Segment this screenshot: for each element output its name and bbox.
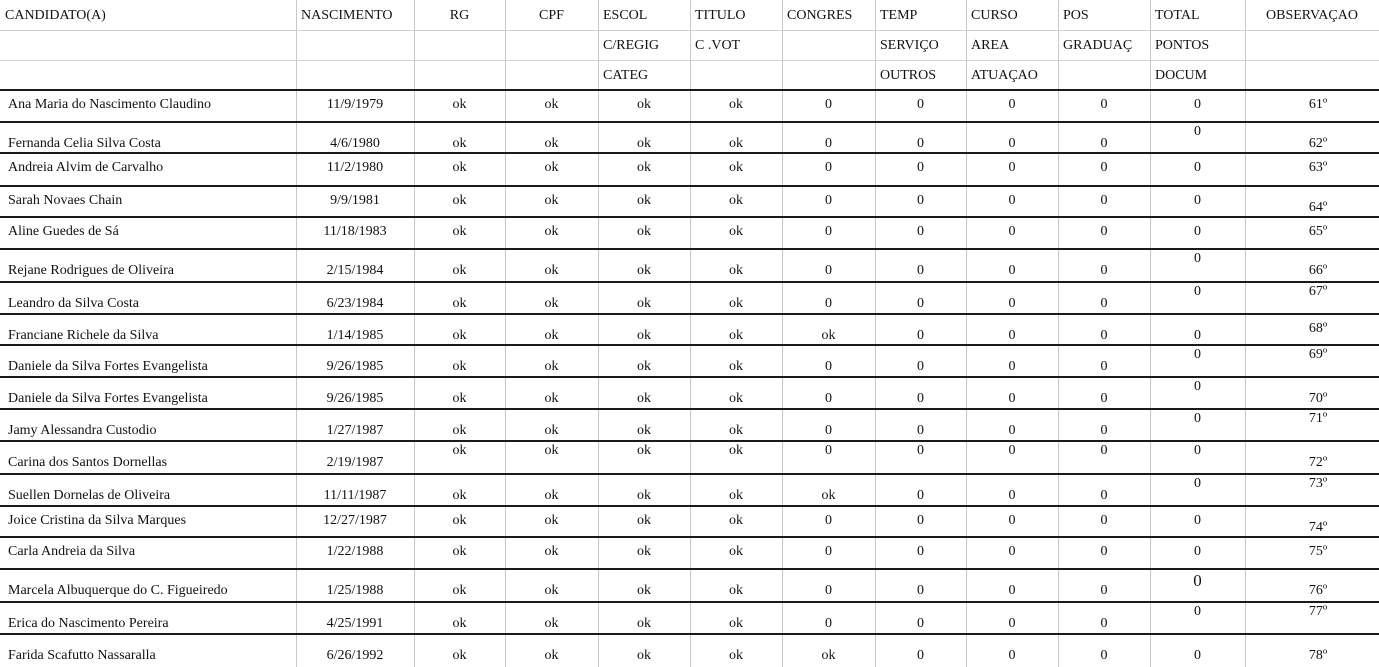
cell-titulo[interactable]: ok [729, 225, 743, 239]
cell-curso[interactable]: 0 [1008, 584, 1016, 598]
cell-curso[interactable]: 0 [1008, 545, 1016, 559]
header-row-divider [0, 30, 1379, 31]
cell-titulo[interactable]: ok [729, 297, 743, 311]
cell-temp[interactable]: 0 [917, 649, 924, 663]
header-candidato-line-1: CANDIDATO(A) [5, 9, 106, 23]
cell-pos[interactable]: 0 [1100, 424, 1108, 438]
candidate-name-cell[interactable]: Franciane Richele da Silva [8, 329, 159, 343]
cell-rg[interactable]: ok [452, 392, 467, 406]
header-curso-line-2: ÁREA [971, 39, 1010, 53]
cell-curso[interactable]: 0 [1008, 489, 1016, 503]
cell-curso[interactable]: 0 [1008, 617, 1016, 631]
cell-cpf[interactable]: ok [544, 392, 559, 406]
cell-total[interactable]: 0 [1194, 285, 1201, 299]
cell-titulo[interactable]: ok [729, 545, 743, 559]
row-divider [0, 601, 1379, 603]
cell-pos[interactable]: 0 [1100, 392, 1108, 406]
cell-escol[interactable]: ok [637, 98, 651, 112]
cell-cpf[interactable]: ok [544, 584, 559, 598]
cell-congres[interactable]: ok [821, 649, 836, 663]
cell-rg[interactable]: ok [452, 225, 467, 239]
cell-birth[interactable]: 11/9/1979 [326, 98, 384, 112]
cell-titulo[interactable]: ok [729, 424, 743, 438]
cell-cpf[interactable]: ok [544, 360, 559, 374]
cell-cpf[interactable]: ok [544, 264, 559, 278]
cell-escol[interactable]: ok [637, 584, 651, 598]
header-rg-line-1: RG [449, 9, 470, 23]
cell-pos[interactable]: 0 [1100, 617, 1108, 631]
row-divider [0, 89, 1379, 91]
candidate-name-cell[interactable]: Erica do Nascimento Pereira [8, 617, 169, 631]
cell-pos[interactable]: 0 [1100, 194, 1108, 208]
cell-birth[interactable]: 11/2/1980 [326, 161, 384, 175]
cell-obs[interactable]: 77º [1308, 605, 1328, 619]
cell-congres[interactable]: ok [821, 329, 836, 343]
cell-escol[interactable]: ok [637, 297, 651, 311]
candidate-name-cell[interactable]: Marcela Albuquerque do C. Figueiredo [8, 584, 228, 598]
cell-total[interactable]: 0 [1194, 605, 1201, 619]
cell-temp[interactable]: 0 [917, 545, 924, 559]
cell-obs[interactable]: 68º [1308, 322, 1328, 336]
cell-total[interactable]: 0 [1194, 380, 1201, 394]
cell-escol[interactable]: ok [637, 194, 651, 208]
header-nascimento-line-1: NASCIMENTO [301, 9, 393, 23]
cell-total[interactable]: 0 [1194, 477, 1201, 491]
cell-curso[interactable]: 0 [1008, 297, 1016, 311]
cell-obs[interactable]: 73º [1308, 477, 1328, 491]
cell-obs[interactable]: 67º [1308, 285, 1328, 299]
cell-total[interactable]: 0 [1193, 574, 1202, 588]
cell-birth[interactable]: 1/22/1988 [326, 545, 384, 559]
cell-temp[interactable]: 0 [917, 264, 924, 278]
cell-temp[interactable]: 0 [917, 360, 924, 374]
candidate-name-cell[interactable]: Rejane Rodrigues de Oliveira [8, 264, 175, 278]
candidate-name-cell[interactable]: Andreia Alvim de Carvalho [8, 161, 164, 175]
header-temp-line-1: TEMP [880, 9, 918, 23]
cell-curso[interactable]: 0 [1008, 424, 1016, 438]
cell-total[interactable]: 0 [1194, 444, 1201, 458]
cell-birth[interactable]: 1/27/1987 [326, 424, 384, 438]
cell-curso[interactable]: 0 [1008, 161, 1016, 175]
cell-rg[interactable]: ok [452, 297, 467, 311]
cell-pos[interactable]: 0 [1100, 514, 1108, 528]
cell-curso[interactable]: 0 [1008, 649, 1016, 663]
cell-rg[interactable]: ok [452, 137, 467, 151]
cell-curso[interactable]: 0 [1008, 444, 1016, 458]
cell-obs[interactable]: 63º [1308, 161, 1328, 175]
cell-total[interactable]: 0 [1194, 252, 1201, 266]
cell-cpf[interactable]: ok [544, 444, 559, 458]
cell-escol[interactable]: ok [637, 617, 651, 631]
cell-escol[interactable]: ok [637, 514, 651, 528]
cell-cpf[interactable]: ok [544, 98, 559, 112]
header-temp-line-3: OUTROS [880, 69, 937, 83]
cell-birth[interactable]: 9/9/1981 [330, 194, 380, 208]
cell-escol[interactable]: ok [637, 444, 651, 458]
cell-temp[interactable]: 0 [917, 617, 924, 631]
header-total-line-2: PONTOS [1155, 39, 1210, 53]
cell-cpf[interactable]: ok [544, 545, 559, 559]
cell-congres[interactable]: 0 [825, 444, 832, 458]
cell-curso[interactable]: 0 [1008, 264, 1016, 278]
cell-temp[interactable]: 0 [917, 489, 924, 503]
cell-rg[interactable]: ok [452, 161, 467, 175]
cell-pos[interactable]: 0 [1100, 137, 1108, 151]
row-divider [0, 281, 1379, 283]
cell-titulo[interactable]: ok [729, 489, 743, 503]
cell-escol[interactable]: ok [637, 264, 651, 278]
cell-birth[interactable]: 4/25/1991 [326, 617, 384, 631]
cell-cpf[interactable]: ok [544, 489, 559, 503]
cell-pos[interactable]: 0 [1100, 264, 1108, 278]
row-divider [0, 408, 1379, 410]
cell-pos[interactable]: 0 [1100, 489, 1108, 503]
cell-curso[interactable]: 0 [1008, 392, 1016, 406]
header-cpf-line-1: CPF [539, 9, 564, 23]
candidate-name-cell[interactable]: Aline Guedes de Sá [8, 225, 119, 239]
cell-pos[interactable]: 0 [1100, 329, 1108, 343]
cell-rg[interactable]: ok [452, 584, 467, 598]
cell-escol[interactable]: ok [637, 161, 651, 175]
cell-rg[interactable]: ok [452, 649, 467, 663]
row-divider [0, 313, 1379, 315]
cell-rg[interactable]: ok [452, 329, 467, 343]
cell-congres[interactable]: 0 [825, 194, 832, 208]
cell-titulo[interactable]: ok [729, 514, 743, 528]
header-pos-line-1: PÓS [1063, 9, 1089, 23]
cell-congres[interactable]: 0 [825, 360, 832, 374]
cell-pos[interactable]: 0 [1100, 444, 1108, 458]
cell-congres[interactable]: 0 [825, 225, 832, 239]
header-escol-line-3: CATEG [603, 69, 649, 83]
cell-escol[interactable]: ok [637, 545, 651, 559]
cell-cpf[interactable]: ok [544, 649, 559, 663]
row-divider [0, 216, 1379, 218]
cell-temp[interactable]: 0 [917, 584, 924, 598]
row-divider [0, 568, 1379, 570]
cell-birth[interactable]: 6/26/1992 [326, 649, 384, 663]
cell-cpf[interactable]: ok [544, 329, 559, 343]
cell-total[interactable]: 0 [1194, 649, 1201, 663]
row-divider [0, 344, 1379, 346]
cell-birth[interactable]: 1/25/1988 [326, 584, 384, 598]
candidate-name-cell[interactable]: Leandro da Silva Costa [8, 297, 140, 311]
cell-total[interactable]: 0 [1194, 514, 1201, 528]
cell-titulo[interactable]: ok [729, 649, 743, 663]
cell-total[interactable]: 0 [1194, 161, 1201, 175]
cell-escol[interactable]: ok [637, 392, 651, 406]
cell-congres[interactable]: 0 [825, 514, 832, 528]
cell-rg[interactable]: ok [452, 545, 467, 559]
candidate-name-cell[interactable]: Sarah Novaes Chain [8, 194, 123, 208]
cell-birth[interactable]: 2/15/1984 [326, 264, 384, 278]
cell-temp[interactable]: 0 [917, 194, 924, 208]
cell-temp[interactable]: 0 [917, 161, 924, 175]
cell-pos[interactable]: 0 [1100, 649, 1108, 663]
cell-obs[interactable]: 72º [1308, 456, 1328, 470]
cell-obs[interactable]: 62º [1308, 137, 1328, 151]
candidate-name-cell[interactable]: Joice Cristina da Silva Marques [8, 514, 187, 528]
cell-titulo[interactable]: ok [729, 617, 743, 631]
header-temp-line-2: SERVIÇO [880, 39, 939, 53]
cell-escol[interactable]: ok [637, 329, 651, 343]
row-divider [0, 505, 1379, 507]
cell-cpf[interactable]: ok [544, 194, 559, 208]
header-obs-line-1: OBSERVAÇÃO [1266, 9, 1358, 23]
cell-birth[interactable]: 9/26/1985 [326, 360, 384, 374]
header-escol-line-1: ESCOL [603, 9, 648, 23]
cell-titulo[interactable]: ok [729, 329, 743, 343]
header-titulo-line-1: TITULO [695, 9, 746, 23]
cell-curso[interactable]: 0 [1008, 98, 1016, 112]
cell-cpf[interactable]: ok [544, 617, 559, 631]
candidate-name-cell[interactable]: Ana Maria do Nascimento Claudino [8, 98, 211, 112]
row-divider [0, 248, 1379, 250]
cell-total[interactable]: 0 [1194, 98, 1201, 112]
cell-temp[interactable]: 0 [917, 424, 924, 438]
cell-pos[interactable]: 0 [1100, 360, 1108, 374]
cell-pos[interactable]: 0 [1100, 98, 1108, 112]
cell-escol[interactable]: ok [637, 424, 651, 438]
candidate-name-cell[interactable]: Fernanda Celia Silva Costa [8, 137, 161, 151]
cell-congres[interactable]: 0 [825, 545, 832, 559]
cell-total[interactable]: 0 [1194, 348, 1201, 362]
cell-titulo[interactable]: ok [729, 584, 743, 598]
cell-total[interactable]: 0 [1194, 194, 1201, 208]
cell-birth[interactable]: 11/11/1987 [323, 489, 387, 503]
cell-titulo[interactable]: ok [729, 392, 743, 406]
cell-congres[interactable]: 0 [825, 98, 832, 112]
cell-congres[interactable]: 0 [825, 137, 832, 151]
cell-congres[interactable]: 0 [825, 424, 832, 438]
cell-cpf[interactable]: ok [544, 424, 559, 438]
header-congres-line-1: CONGRES [787, 9, 853, 23]
cell-escol[interactable]: ok [637, 649, 651, 663]
row-divider [0, 152, 1379, 154]
cell-escol[interactable]: ok [637, 137, 651, 151]
cell-obs[interactable]: 71º [1308, 412, 1328, 426]
cell-curso[interactable]: 0 [1008, 360, 1016, 374]
cell-cpf[interactable]: ok [544, 225, 559, 239]
cell-birth[interactable]: 12/27/1987 [323, 514, 387, 528]
header-pos-line-2: GRADUAÇ [1063, 39, 1133, 53]
cell-congres[interactable]: 0 [825, 584, 832, 598]
cell-temp[interactable]: 0 [917, 392, 924, 406]
cell-curso[interactable]: 0 [1008, 514, 1016, 528]
cell-birth[interactable]: 11/18/1983 [323, 225, 387, 239]
cell-curso[interactable]: 0 [1008, 225, 1016, 239]
cell-total[interactable]: 0 [1194, 125, 1201, 139]
cell-pos[interactable]: 0 [1100, 584, 1108, 598]
cell-birth[interactable]: 1/14/1985 [326, 329, 384, 343]
cell-birth[interactable]: 2/19/1987 [326, 456, 384, 470]
cell-total[interactable]: 0 [1194, 329, 1201, 343]
cell-cpf[interactable]: ok [544, 161, 559, 175]
cell-congres[interactable]: 0 [825, 264, 832, 278]
cell-temp[interactable]: 0 [917, 297, 924, 311]
cell-pos[interactable]: 0 [1100, 225, 1108, 239]
cell-rg[interactable]: ok [452, 444, 467, 458]
cell-titulo[interactable]: ok [729, 161, 743, 175]
cell-temp[interactable]: 0 [917, 225, 924, 239]
cell-obs[interactable]: 78º [1308, 649, 1328, 663]
row-divider [0, 440, 1379, 442]
candidate-name-cell[interactable]: Suellen Dornelas de Oliveira [8, 489, 171, 503]
header-row-divider [0, 60, 1379, 61]
cell-total[interactable]: 0 [1194, 225, 1201, 239]
candidate-name-cell[interactable]: Carla Andreia da Silva [8, 545, 136, 559]
cell-rg[interactable]: ok [452, 514, 467, 528]
row-divider [0, 536, 1379, 538]
row-divider [0, 473, 1379, 475]
cell-rg[interactable]: ok [452, 360, 467, 374]
cell-obs[interactable]: 66º [1308, 264, 1328, 278]
cell-total[interactable]: 0 [1194, 412, 1201, 426]
cell-obs[interactable]: 75º [1308, 545, 1328, 559]
cell-temp[interactable]: 0 [917, 444, 924, 458]
cell-titulo[interactable]: ok [729, 137, 743, 151]
cell-escol[interactable]: ok [637, 360, 651, 374]
cell-titulo[interactable]: ok [729, 444, 743, 458]
cell-rg[interactable]: ok [452, 424, 467, 438]
cell-temp[interactable]: 0 [917, 329, 924, 343]
candidate-name-cell[interactable]: Carina dos Santos Dornellas [8, 456, 168, 470]
cell-rg[interactable]: ok [452, 264, 467, 278]
cell-obs[interactable]: 65º [1308, 225, 1328, 239]
header-total-line-1: TOTAL [1155, 9, 1200, 23]
cell-temp[interactable]: 0 [917, 514, 924, 528]
cell-rg[interactable]: ok [452, 617, 467, 631]
row-divider [0, 185, 1379, 187]
cell-congres[interactable]: 0 [825, 297, 832, 311]
cell-curso[interactable]: 0 [1008, 194, 1016, 208]
cell-cpf[interactable]: ok [544, 514, 559, 528]
header-escol-line-2: C/REGIG [603, 39, 659, 53]
cell-temp[interactable]: 0 [917, 98, 924, 112]
cell-pos[interactable]: 0 [1100, 297, 1108, 311]
cell-cpf[interactable]: ok [544, 137, 559, 151]
candidate-name-cell[interactable]: Farida Scafutto Nassaralla [8, 649, 156, 663]
cell-birth[interactable]: 9/26/1985 [326, 392, 384, 406]
cell-titulo[interactable]: ok [729, 98, 743, 112]
cell-titulo[interactable]: ok [729, 194, 743, 208]
cell-obs[interactable]: 64º [1308, 201, 1328, 215]
cell-rg[interactable]: ok [452, 194, 467, 208]
candidate-name-cell[interactable]: Daniele da Silva Fortes Evangelista [8, 360, 208, 374]
cell-pos[interactable]: 0 [1100, 545, 1108, 559]
cell-birth[interactable]: 6/23/1984 [326, 297, 384, 311]
cell-obs[interactable]: 76º [1308, 584, 1328, 598]
cell-obs[interactable]: 61º [1308, 98, 1328, 112]
cell-cpf[interactable]: ok [544, 297, 559, 311]
cell-obs[interactable]: 74º [1308, 521, 1328, 535]
cell-total[interactable]: 0 [1194, 545, 1201, 559]
cell-titulo[interactable]: ok [729, 360, 743, 374]
candidate-name-cell[interactable]: Jamy Alessandra Custodio [8, 424, 157, 438]
cell-congres[interactable]: 0 [825, 392, 832, 406]
cell-escol[interactable]: ok [637, 489, 651, 503]
cell-escol[interactable]: ok [637, 225, 651, 239]
cell-obs[interactable]: 69º [1308, 348, 1328, 362]
row-divider [0, 376, 1379, 378]
cell-rg[interactable]: ok [452, 489, 467, 503]
row-divider [0, 633, 1379, 635]
cell-rg[interactable]: ok [452, 98, 467, 112]
cell-titulo[interactable]: ok [729, 264, 743, 278]
cell-congres[interactable]: 0 [825, 617, 832, 631]
cell-pos[interactable]: 0 [1100, 161, 1108, 175]
cell-obs[interactable]: 70º [1308, 392, 1328, 406]
row-divider [0, 121, 1379, 123]
cell-birth[interactable]: 4/6/1980 [330, 137, 380, 151]
cell-curso[interactable]: 0 [1008, 329, 1016, 343]
header-total-line-3: DOCUM [1155, 69, 1208, 83]
header-curso-line-1: CURSO [971, 9, 1018, 23]
cell-curso[interactable]: 0 [1008, 137, 1016, 151]
cell-congres[interactable]: ok [821, 489, 836, 503]
header-titulo-line-2: C .VOT [695, 39, 741, 53]
cell-congres[interactable]: 0 [825, 161, 832, 175]
candidate-name-cell[interactable]: Daniele da Silva Fortes Evangelista [8, 392, 208, 406]
cell-temp[interactable]: 0 [917, 137, 924, 151]
header-curso-line-3: ATUAÇÃO [971, 69, 1038, 83]
